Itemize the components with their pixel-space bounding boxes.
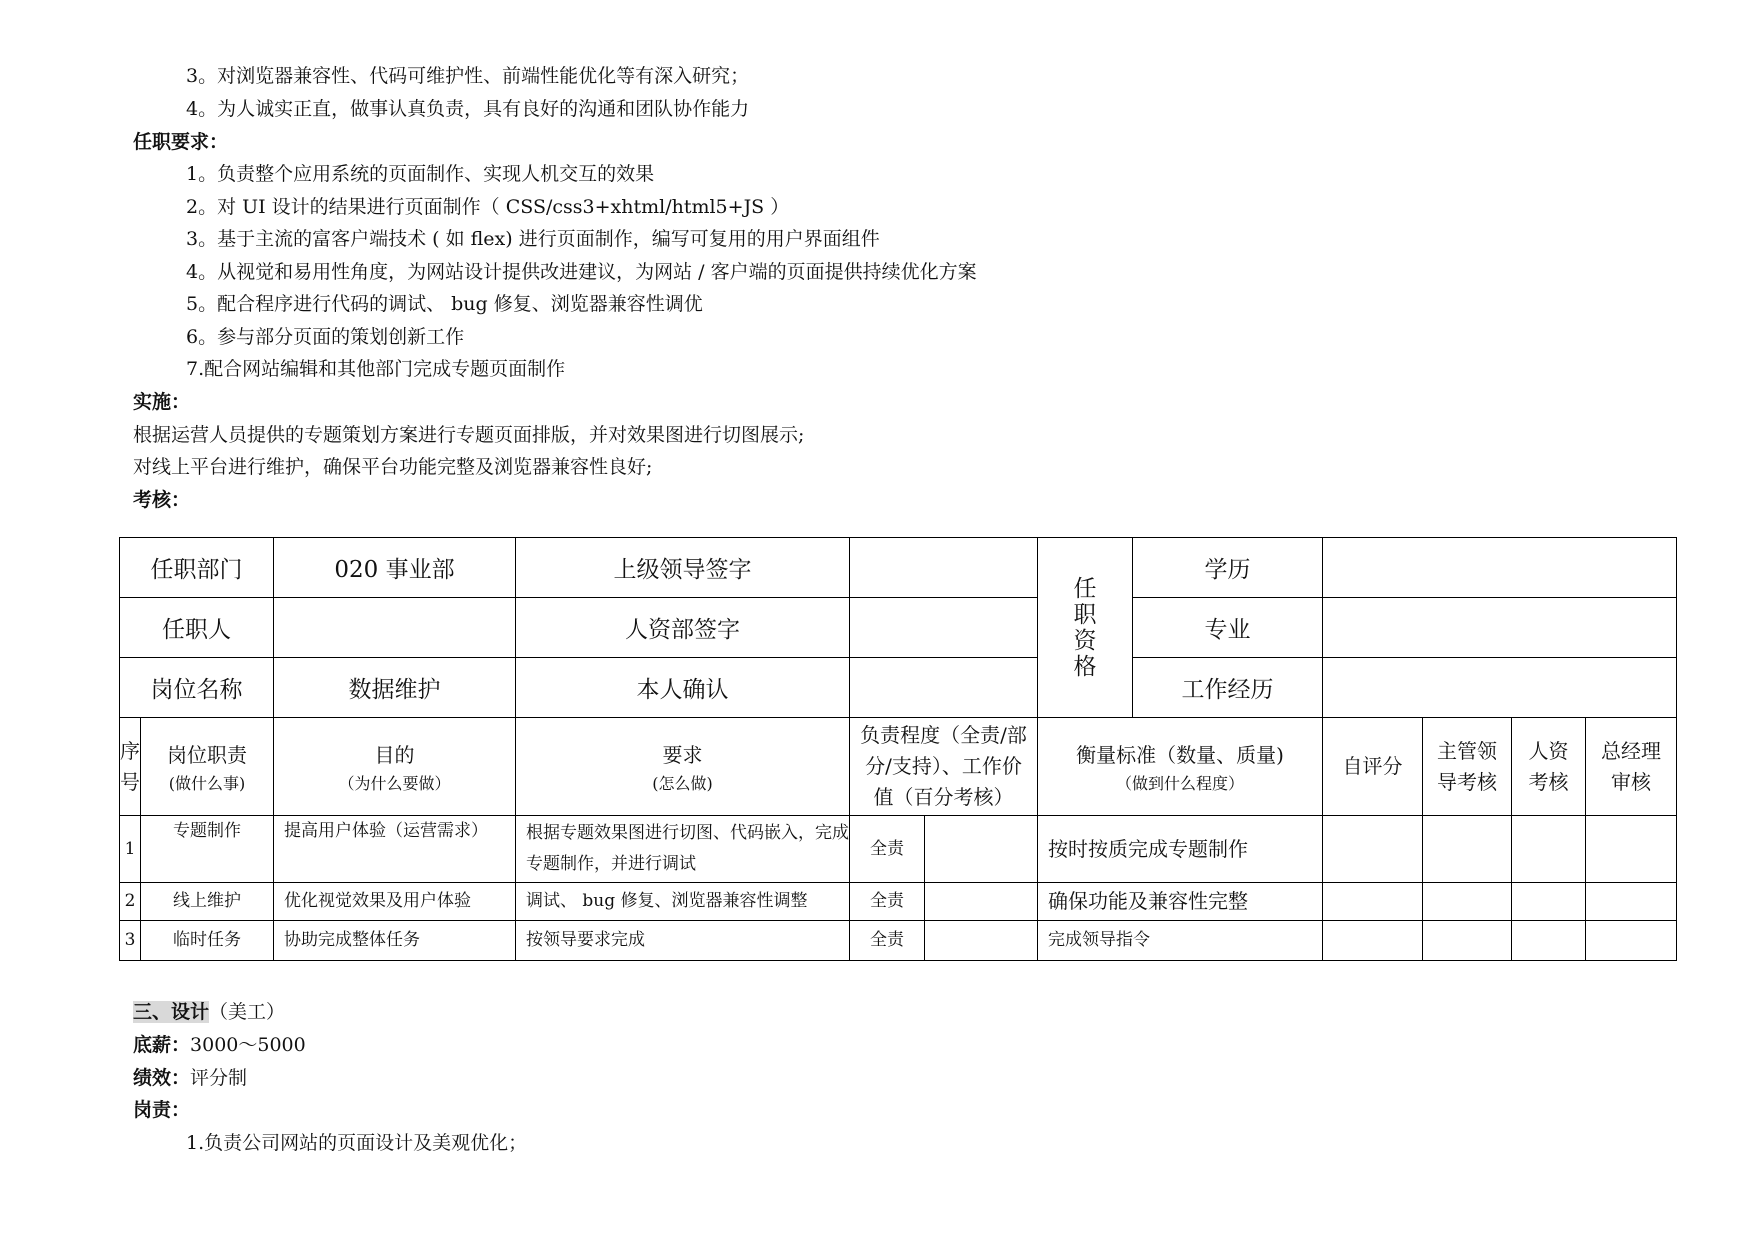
row-duty: 专题制作 (141, 816, 274, 883)
table-row (120, 816, 1677, 883)
education-label: 学历 (1133, 538, 1323, 598)
row-hr-review[interactable] (1512, 883, 1586, 921)
manager-review-header: 主管领导考核 (1423, 718, 1512, 816)
qualification-char: 职 (1073, 601, 1097, 628)
row-self-score[interactable] (1323, 921, 1423, 961)
standard-header-title: 衡量标准（数量、质量) (1076, 742, 1284, 767)
qualification-char: 格 (1073, 653, 1097, 680)
requirement-header-sub: (怎么做) (652, 773, 713, 793)
row-value-field[interactable] (925, 921, 1038, 961)
experience-label: 工作经历 (1133, 658, 1323, 718)
performance-line (133, 1066, 247, 1090)
requirement-item: 7.配合网站编辑和其他部门完成专题页面制作 (186, 358, 566, 380)
duty-item: 3。对浏览器兼容性、代码可维护性、前端性能优化等有深入研究； (186, 65, 750, 87)
leader-sign-label: 上级领导签字 (516, 538, 850, 598)
table-row (120, 883, 1677, 921)
salary-value: 3000～5000 (190, 1034, 306, 1056)
duty-label: 岗责： (133, 1099, 191, 1121)
requirement-item: 4。从视觉和易用性角度，为网站设计提供改进建议，为网站 / 客户端的页面提供持续优化方案 (186, 261, 977, 283)
row-value-field[interactable] (925, 883, 1038, 921)
dept-value: 020 事业部 (274, 538, 516, 598)
row-requirement: 按领导要求完成 (516, 921, 850, 961)
qualification-label (1038, 538, 1133, 718)
requirement-header (516, 718, 850, 816)
row-level: 全责 (850, 921, 925, 961)
hr-sign-field[interactable] (850, 598, 1038, 658)
seq-header: 序号 (120, 718, 141, 816)
row-value-field[interactable] (925, 816, 1038, 883)
section3-title (133, 1000, 285, 1024)
requirement-item: 6。参与部分页面的策划创新工作 (186, 326, 465, 348)
standard-header (1038, 718, 1323, 816)
hr-sign-label: 人资部签字 (516, 598, 850, 658)
row-duty: 线上维护 (141, 883, 274, 921)
gm-review-header: 总经理审核 (1586, 718, 1677, 816)
qualification-char: 资 (1073, 627, 1097, 654)
duty-item: 4。为人诚实正直，做事认真负责，具有良好的沟通和团队协作能力 (186, 98, 750, 120)
requirement-item: 1。负责整个应用系统的页面制作、实现人机交互的效果 (186, 163, 655, 185)
hr-review-header: 人资考核 (1512, 718, 1586, 816)
duty-header (141, 718, 274, 816)
row-seq: 2 (120, 883, 141, 921)
row-requirement: 根据专题效果图进行切图、代码嵌入，完成专题制作，并进行调试 (516, 816, 850, 883)
salary-label: 底薪： (133, 1034, 191, 1056)
row-gm-review[interactable] (1586, 816, 1677, 883)
row-seq: 3 (120, 921, 141, 961)
qualification-char: 任 (1073, 575, 1097, 602)
row-hr-review[interactable] (1512, 921, 1586, 961)
design-duty-item: 1.负责公司网站的页面设计及美观优化； (186, 1132, 528, 1154)
row-seq: 1 (120, 816, 141, 883)
row-gm-review[interactable] (1586, 921, 1677, 961)
position-value: 数据维护 (274, 658, 516, 718)
leader-sign-field[interactable] (850, 538, 1038, 598)
requirement-item: 2。对 UI 设计的结果进行页面制作（ CSS/css3+xhtml/html5+JS ） (186, 196, 790, 218)
row-purpose: 协助完成整体任务 (274, 921, 516, 961)
major-field[interactable] (1323, 598, 1677, 658)
self-score-header: 自评分 (1323, 718, 1423, 816)
section3-title-note: （美工） (209, 1001, 286, 1023)
assessment-table (119, 537, 1677, 961)
position-label: 岗位名称 (120, 658, 274, 718)
row-hr-review[interactable] (1512, 816, 1586, 883)
requirement-header-title: 要求 (662, 742, 703, 767)
row-purpose: 提高用户体验（运营需求） (274, 816, 516, 883)
row-gm-review[interactable] (1586, 883, 1677, 921)
requirement-item: 3。基于主流的富客户端技术 ( 如 flex) 进行页面制作，编写可复用的用户界面组件 (186, 228, 880, 250)
responsibility-header: 负责程度（全责/部分/支持）、工作价值（百分考核） (850, 718, 1038, 816)
dept-label: 任职部门 (120, 538, 274, 598)
implementation-item: 根据运营人员提供的专题策划方案进行专题页面排版，并对效果图进行切图展示; (133, 424, 805, 446)
assessment-heading: 考核： (133, 489, 191, 511)
purpose-header-title: 目的 (374, 742, 415, 767)
implementation-heading: 实施： (133, 391, 191, 413)
self-confirm-label: 本人确认 (516, 658, 850, 718)
row-standard: 按时按质完成专题制作 (1038, 816, 1323, 883)
duty-header-sub: (做什么事) (168, 773, 246, 793)
row-manager-review[interactable] (1423, 816, 1512, 883)
purpose-header (274, 718, 516, 816)
row-standard: 完成领导指令 (1038, 921, 1323, 961)
duty-header-title: 岗位职责 (167, 742, 247, 767)
major-label: 专业 (1133, 598, 1323, 658)
standard-header-sub: （做到什么程度） (1115, 773, 1244, 793)
row-purpose: 优化视觉效果及用户体验 (274, 883, 516, 921)
education-field[interactable] (1323, 538, 1677, 598)
row-level: 全责 (850, 816, 925, 883)
row-standard: 确保功能及兼容性完整 (1038, 883, 1323, 921)
person-label: 任职人 (120, 598, 274, 658)
requirements-heading: 任职要求： (133, 131, 229, 153)
performance-value: 评分制 (190, 1067, 248, 1089)
purpose-header-sub: （为什么要做） (338, 773, 451, 793)
row-level: 全责 (850, 883, 925, 921)
row-self-score[interactable] (1323, 816, 1423, 883)
salary-line (133, 1033, 306, 1057)
implementation-item: 对线上平台进行维护，确保平台功能完整及浏览器兼容性良好; (133, 456, 653, 478)
row-self-score[interactable] (1323, 883, 1423, 921)
row-manager-review[interactable] (1423, 883, 1512, 921)
requirement-item: 5。配合程序进行代码的调试、 bug 修复、浏览器兼容性调优 (186, 293, 703, 315)
row-duty: 临时任务 (141, 921, 274, 961)
person-field[interactable] (274, 598, 516, 658)
table-row (120, 921, 1677, 961)
row-requirement: 调试、 bug 修复、浏览器兼容性调整 (516, 883, 850, 921)
self-confirm-field[interactable] (850, 658, 1038, 718)
section3-title-text: 三、设计 (133, 1001, 210, 1023)
row-manager-review[interactable] (1423, 921, 1512, 961)
performance-label: 绩效： (133, 1067, 191, 1089)
experience-field[interactable] (1323, 658, 1677, 718)
